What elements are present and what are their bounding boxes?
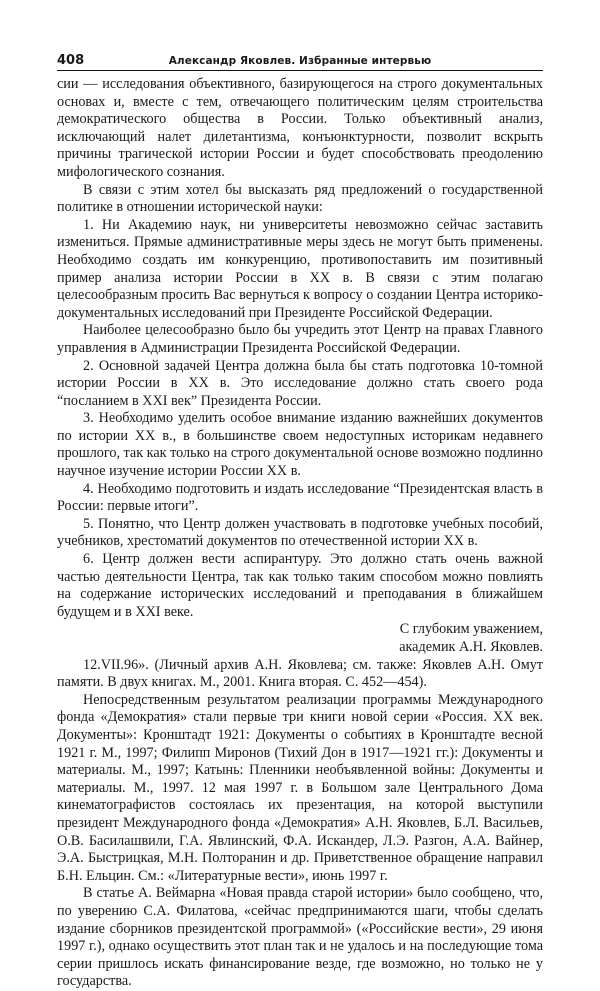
paragraph-proposal-4: 4. Необходимо подготовить и издать исследование “Президентская власть в России: первые итоги”. xyxy=(57,480,543,515)
paragraph-proposal-1-note: Наиболее целесообразно было бы учредить этот Центр на правах Главного управления в Администрации Президента Российской Федерации. xyxy=(57,322,543,356)
paragraph-proposal-2: 2. Основной задачей Центра должна была бы стать подготовка 10-томной истории России в XX в. Это исследование должно стать своего рода “посланием в XXI век” Президента России. xyxy=(57,357,543,409)
paragraph-continuation: сии — исследования объективного, базирующегося на строго документальных основах и, вместе с тем, отвечающего политическим целям строительства демократического общества в России. Только объективный анализ, исключающий налет дилетантизма, конъюнктурности, позволит вскрыть причины трагической истории России и будет способствовать преодолению мифологического сознания. xyxy=(57,76,543,180)
paragraph-proposal-6: 6. Центр должен вести аспирантуру. Это должно стать очень важной частью деятельности Центра, так как только таким способом можно повлиять на содержание исторических исследований и преподавания в ближайшем будущем и в XXI веке. xyxy=(57,551,543,620)
paragraph-proposal-3: 3. Необходимо уделить особое внимание изданию важнейших документов по истории XX в., в большинстве своем недоступных историкам недавнего прошлого, так как только на строго документальной основе возможно подлинно научное изучение истории России XX в. xyxy=(57,410,543,480)
paragraph-weimarn-article: В статье А. Веймарна «Новая правда старой истории» было сообщено, что, по уверению С.А. Филатова, «сейчас предпринимаются шаги, чтобы сделать издание сборников президентской программой» («Российские вести», 29 июня 1997 г.), однако осуществить этот план так и не удалось и на последующие тома серии пришлось искать финансирование везде, где возможно, но только не у государства. xyxy=(57,885,543,990)
page-body xyxy=(57,76,543,991)
book-page xyxy=(57,52,543,991)
running-title: Александр Яковлев. Избранные интервью xyxy=(168,55,432,67)
paragraph-democracy-fund: Непосредственным результатом реализации программы Международного фонда «Демократия» стали первые три книги новой серии «Россия. XX век. Документы»: Кронштадт 1921: Документы о событиях в Кронштадте весной 1921 г. М., 1997; Филипп Миронов (Тихий Дон в 1917—1921 гг.): Документы и материалы. М., 1997; Катынь: Пленники необъявленной войны: Документы и материалы. М., 1997. 12 мая 1997 г. в Большом зале Центрального Дома кинематографистов состоялась их презентация, на которой выступили президент Международного фонда «Демократия» А.Н. Яковлев, Б.Л. Васильев, О.В. Басилашвили, Г.А. Явлинский, Ф.А. Искандер, Л.Э. Разгон, А.А. Вайнер, Э.А. Быстрицкая, М.Н. Полторанин и др. Приветственное обращение направил Б.Н. Ельцин. См.: «Литературные вести», июнь 1997 г. xyxy=(57,691,543,884)
signature-name: академик А.Н. Яковлев. xyxy=(399,639,543,655)
paragraph-proposal-5: 5. Понятно, что Центр должен участвовать в подготовке учебных пособий, учебников, хрестоматий документов по отечественной истории XX в. xyxy=(57,515,543,550)
running-header xyxy=(57,52,543,71)
paragraph-date-source: 12.VII.96». (Личный архив А.Н. Яковлева; см. также: Яковлев А.Н. Омут памяти. В двух книгах. М., 2001. Книга вторая. С. 452—454). xyxy=(57,656,543,691)
paragraph-intro-proposals: В связи с этим хотел бы высказать ряд предложений о государственной политике в отношении исторической науки: xyxy=(57,181,543,216)
paragraph-proposal-1: 1. Ни Академию наук, ни университеты невозможно сейчас заставить измениться. Прямые административные меры здесь не могут быть применены. Необходимо создать им конкуренцию, противопоставить им позитивный пример анализа истории России в XX в. В связи с этим полагаю целесообразным просить Вас вернуться к вопросу о создании Центра историко-документальных исследований при Президенте Российской Федерации. xyxy=(57,216,543,321)
signature-closing: С глубоким уважением, xyxy=(399,621,543,638)
page-number: 408 xyxy=(57,53,85,68)
